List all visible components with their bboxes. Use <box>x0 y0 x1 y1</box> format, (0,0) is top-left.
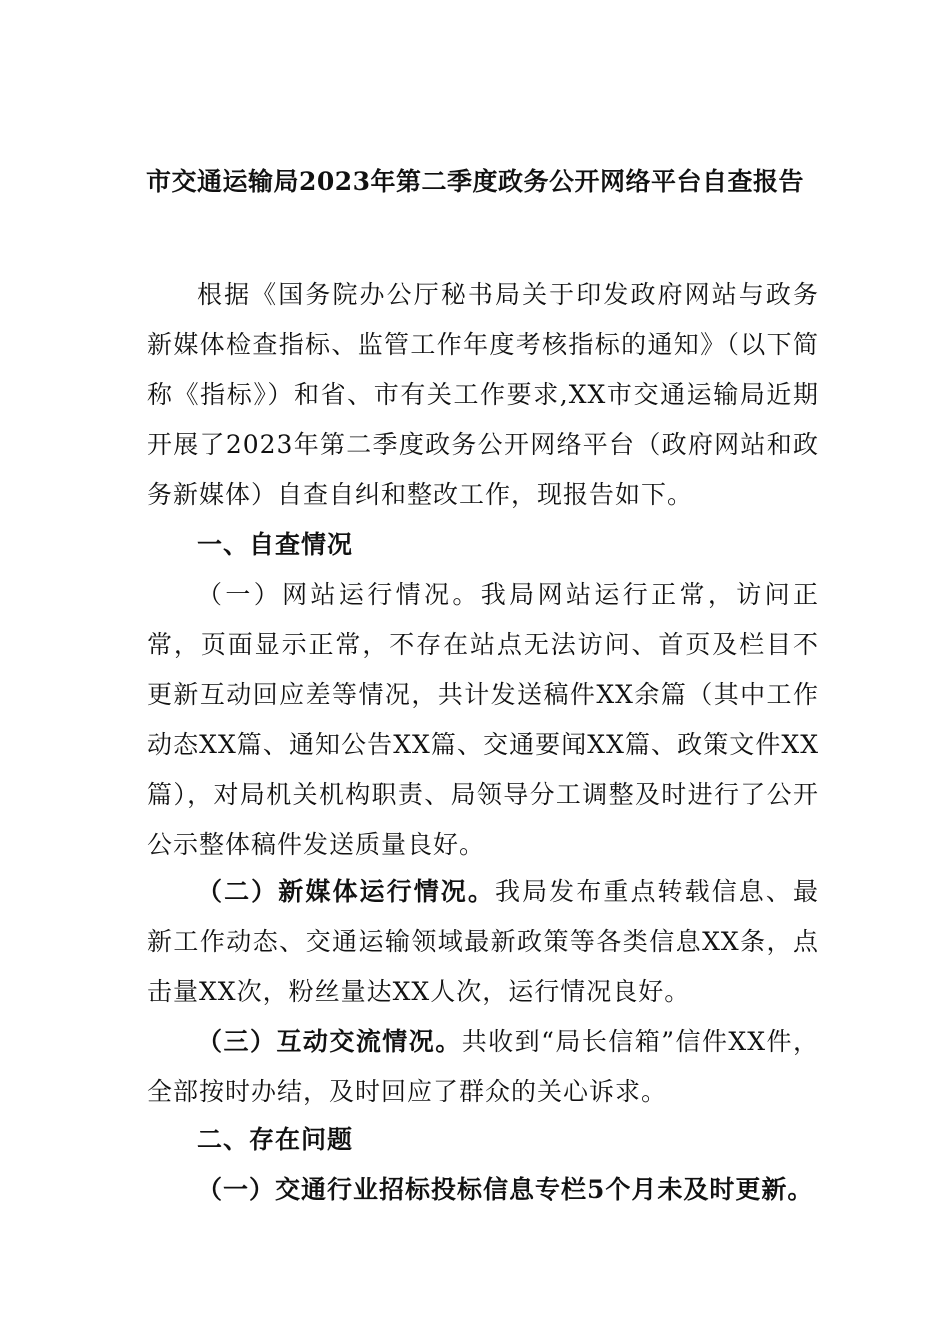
section-heading-self-check: 一、自查情况 <box>197 530 354 559</box>
paragraph-interaction-text: 共收到“局长信箱”信件XX件，全部按时办结，及时回应了群众的关心诉求。 <box>147 1027 819 1106</box>
section-heading-problems: 二、存在问题 <box>197 1125 354 1154</box>
document-title: 市交通运输局2023年第二季度政务公开网络平台自查报告 <box>145 167 805 196</box>
paragraph-website-operation: （一）网站运行情况。我局网站运行正常，访问正常，页面显示正常，不存在站点无法访问、首页及栏目不更新互动回应差等情况，共计发送稿件XX余篇（其中工作动态XX篇、通知公告XX篇、交通要闻XX篇、政策文件XX篇），对局机关机构职责、局领导分工调整及时进行了公开公示整体稿件发送质量良好。 <box>147 580 819 859</box>
problem-item-1: （一）交通行业招标投标信息专栏5个月未及时更新。 <box>197 1175 814 1204</box>
paragraph-new-media <box>147 867 819 1017</box>
paragraph-interaction-lead: （三）互动交流情况。 <box>197 1027 462 1056</box>
paragraph-new-media-lead: （二）新媒体运行情况。 <box>197 877 495 906</box>
paragraph-interaction <box>147 1017 819 1117</box>
paragraph-new-media-text: 我局发布重点转载信息、最新工作动态、交通运输领域最新政策等各类信息XX条，点击量XX次，粉丝量达XX人次，运行情况良好。 <box>147 877 819 1006</box>
intro-paragraph: 根据《国务院办公厅秘书局关于印发政府网站与政务新媒体检查指标、监管工作年度考核指标的通知》（以下简称《指标》）和省、市有关工作要求,XX市交通运输局近期开展了2023年第二季度政务公开网络平台（政府网站和政务新媒体）自查自纠和整改工作，现报告如下。 <box>147 280 819 509</box>
